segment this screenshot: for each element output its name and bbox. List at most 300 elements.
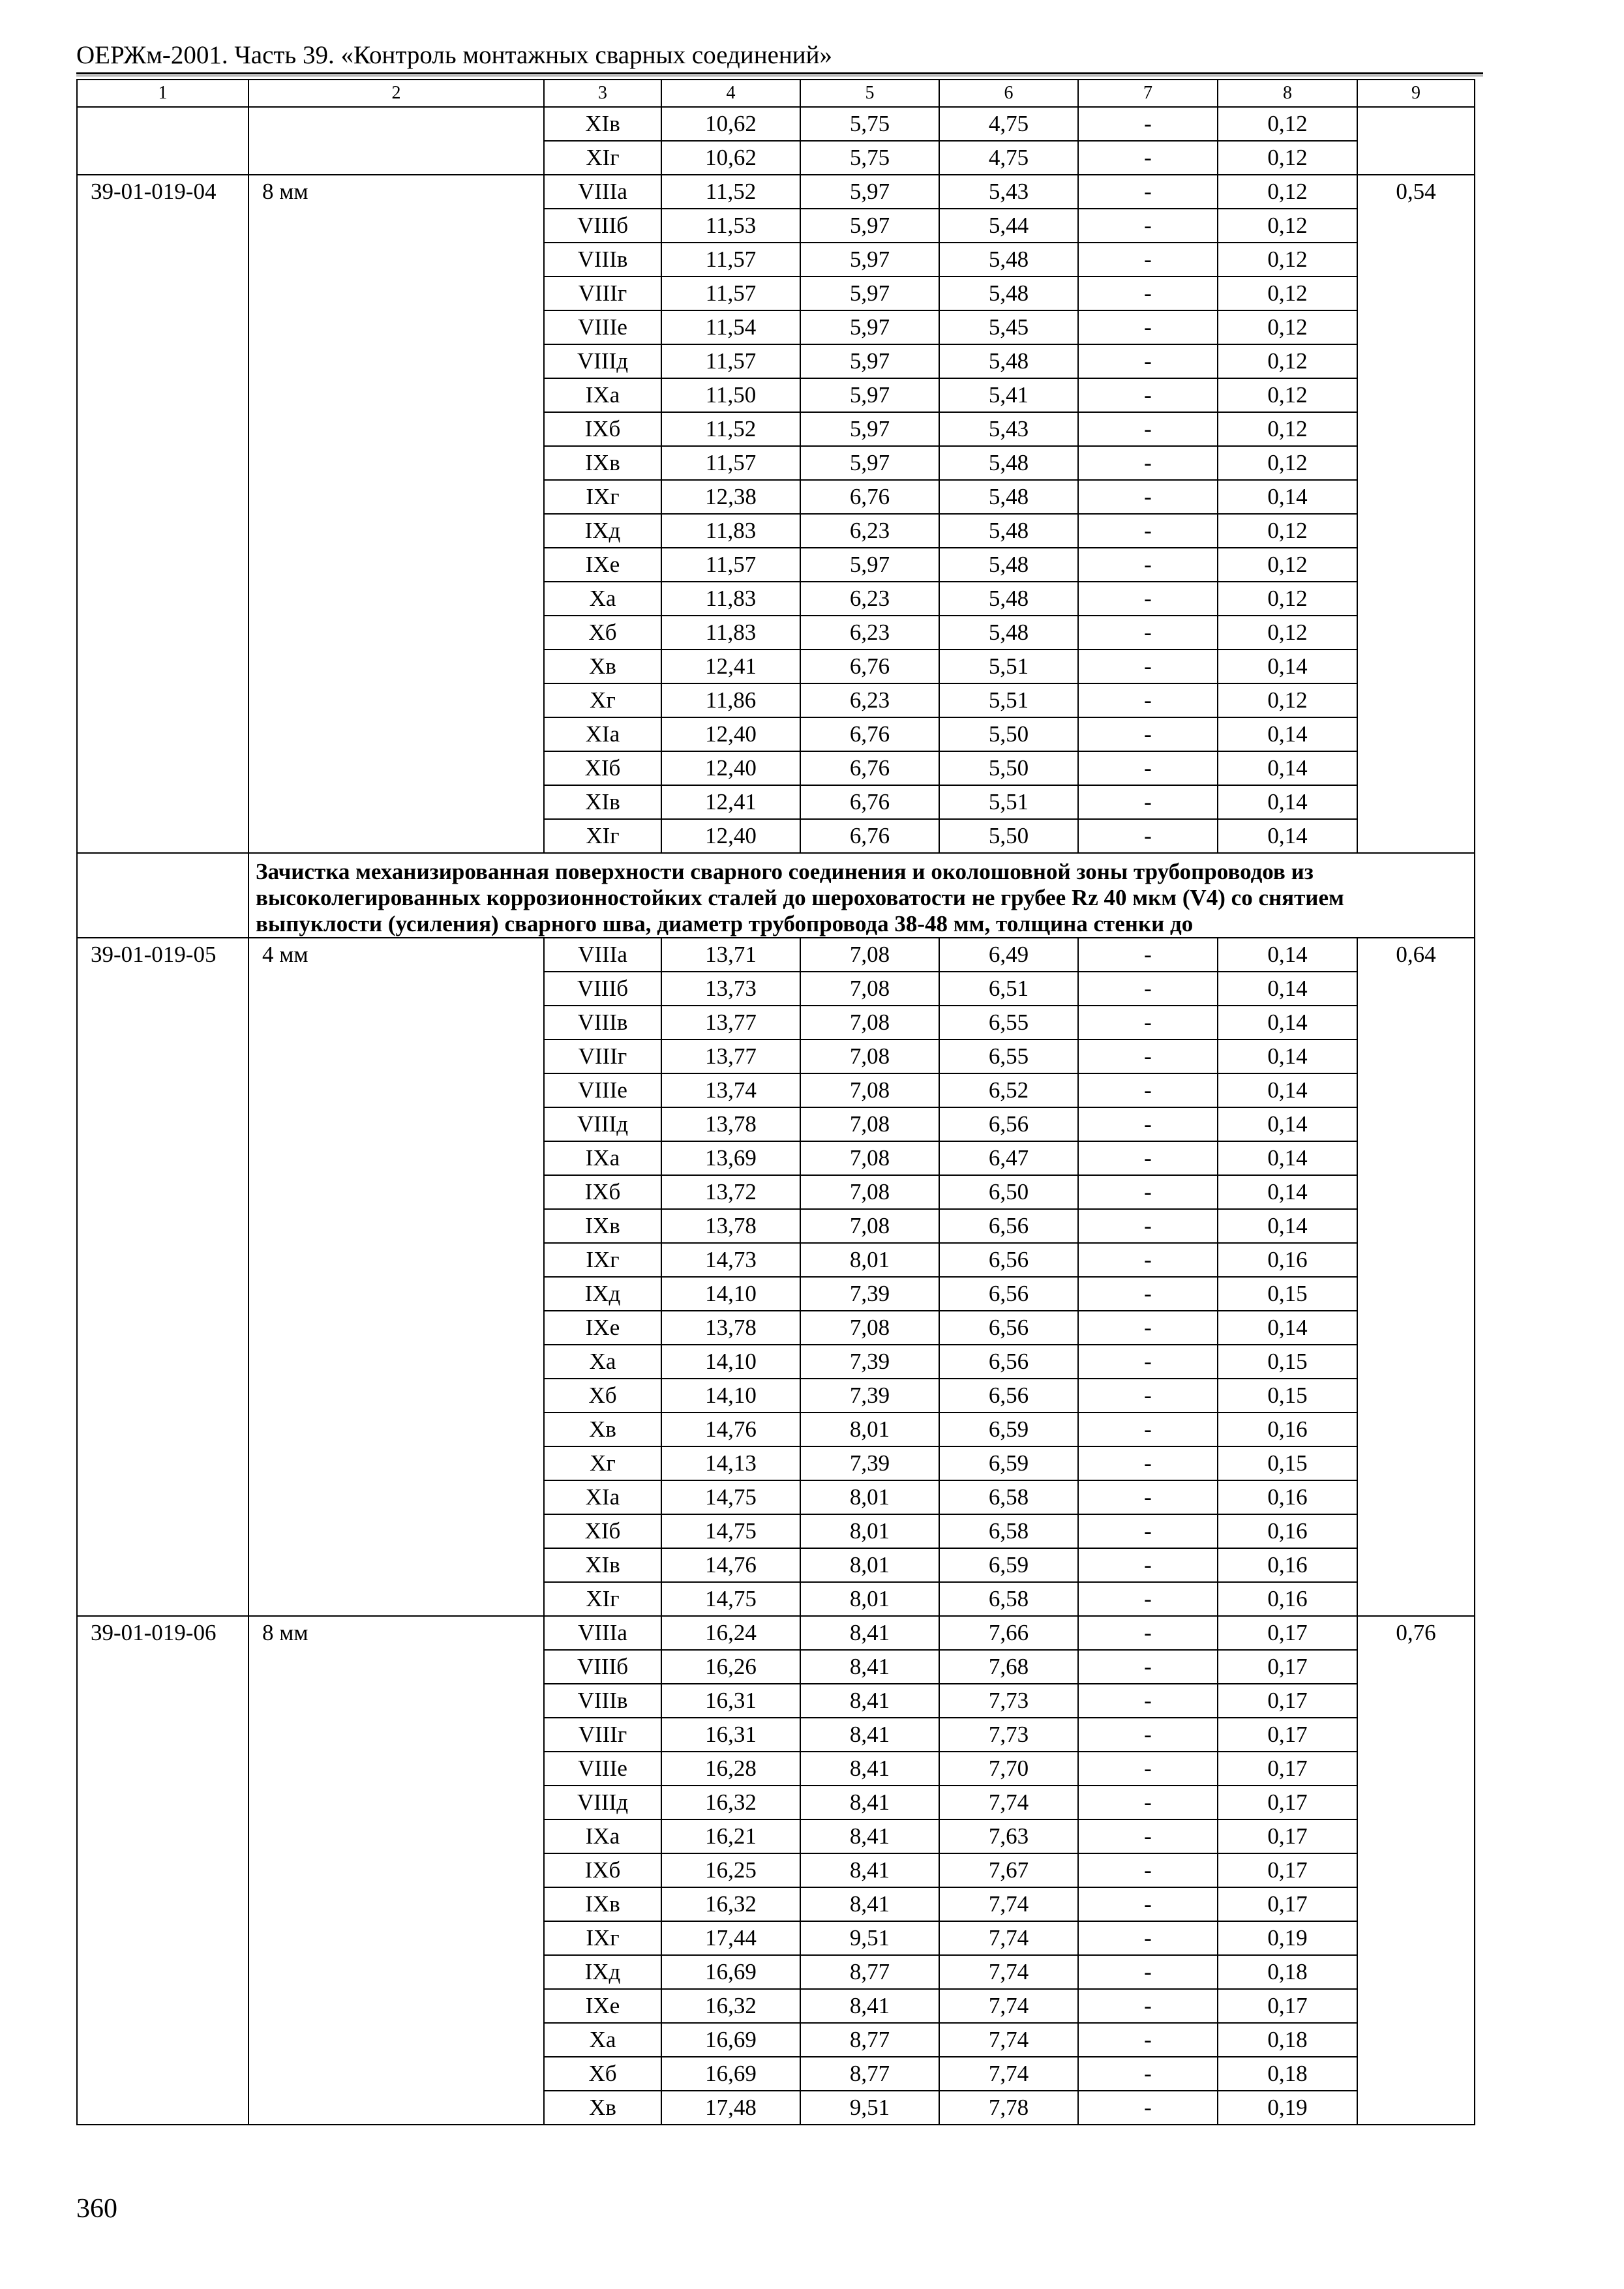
operators-wages-cell: -: [1078, 2023, 1218, 2057]
total-cost-cell: 16,32: [661, 1989, 800, 2023]
wages-cell: 6,23: [800, 582, 939, 616]
zone-cell: VIIIа: [544, 1616, 661, 1650]
machines-cell: 5,48: [939, 616, 1078, 650]
total-cost-cell: 14,73: [661, 1243, 800, 1277]
machines-cell: 6,56: [939, 1277, 1078, 1311]
machines-cell: 6,59: [939, 1446, 1078, 1480]
labor-cell: 0,12: [1218, 683, 1357, 717]
total-cost-cell: 14,75: [661, 1480, 800, 1514]
zone-cell: Xб: [544, 2057, 661, 2091]
zone-cell: VIIIа: [544, 175, 661, 209]
header-rule: [76, 72, 1483, 74]
zone-cell: XIб: [544, 751, 661, 785]
zone-cell: Xа: [544, 582, 661, 616]
labor-cell: 0,14: [1218, 972, 1357, 1006]
wages-cell: 5,97: [800, 548, 939, 582]
zone-cell: IXд: [544, 1277, 661, 1311]
wages-cell: 8,77: [800, 2057, 939, 2091]
machines-cell: 5,48: [939, 582, 1078, 616]
operators-wages-cell: -: [1078, 1277, 1218, 1311]
zone-cell: Xг: [544, 683, 661, 717]
total-cost-cell: 14,13: [661, 1446, 800, 1480]
operators-wages-cell: -: [1078, 1718, 1218, 1752]
operators-wages-cell: -: [1078, 1921, 1218, 1955]
total-cost-cell: 11,86: [661, 683, 800, 717]
column-number-cell: 5: [800, 80, 939, 107]
labor-cell: 0,12: [1218, 616, 1357, 650]
operators-wages-cell: -: [1078, 277, 1218, 310]
zone-cell: IXд: [544, 514, 661, 548]
rate-code: 39-01-019-06: [77, 1616, 248, 2125]
zone-cell: XIв: [544, 1548, 661, 1582]
labor-cell: 0,12: [1218, 175, 1357, 209]
zone-cell: Xв: [544, 2091, 661, 2125]
labor-cell: 0,12: [1218, 582, 1357, 616]
machines-cell: 5,48: [939, 344, 1078, 378]
wages-cell: 7,39: [800, 1277, 939, 1311]
operators-wages-cell: -: [1078, 1582, 1218, 1616]
wages-cell: 6,23: [800, 616, 939, 650]
machines-cell: 7,66: [939, 1616, 1078, 1650]
machines-cell: 7,74: [939, 2057, 1078, 2091]
machines-cell: 7,74: [939, 1989, 1078, 2023]
machines-cell: 5,48: [939, 514, 1078, 548]
machines-cell: 6,58: [939, 1582, 1078, 1616]
column-number-cell: 2: [248, 80, 544, 107]
operators-wages-cell: -: [1078, 819, 1218, 853]
machines-cell: 7,74: [939, 1955, 1078, 1989]
wages-cell: 5,97: [800, 446, 939, 480]
materials-cost-cell: 0,76: [1357, 1616, 1475, 2125]
zone-cell: Xв: [544, 1413, 661, 1446]
operators-wages-cell: -: [1078, 1040, 1218, 1073]
labor-cell: 0,17: [1218, 1718, 1357, 1752]
wages-cell: 8,41: [800, 1650, 939, 1684]
zone-cell: VIIIг: [544, 277, 661, 310]
operators-wages-cell: -: [1078, 141, 1218, 175]
materials-cost-cell: [1357, 107, 1475, 175]
zone-cell: IXб: [544, 412, 661, 446]
labor-cell: 0,14: [1218, 650, 1357, 683]
labor-cell: 0,14: [1218, 785, 1357, 819]
labor-cell: 0,18: [1218, 2023, 1357, 2057]
rate-code: 39-01-019-04: [77, 175, 248, 853]
zone-cell: VIIIд: [544, 344, 661, 378]
labor-cell: 0,19: [1218, 1921, 1357, 1955]
zone-cell: VIIIб: [544, 209, 661, 243]
wages-cell: 6,76: [800, 480, 939, 514]
operators-wages-cell: -: [1078, 1413, 1218, 1446]
wages-cell: 7,39: [800, 1345, 939, 1379]
total-cost-cell: 14,10: [661, 1277, 800, 1311]
zone-cell: Xб: [544, 1379, 661, 1413]
machines-cell: 6,50: [939, 1175, 1078, 1209]
machines-cell: 5,44: [939, 209, 1078, 243]
zone-cell: IXб: [544, 1175, 661, 1209]
rate-description: 8 мм: [248, 175, 544, 853]
machines-cell: 7,74: [939, 1887, 1078, 1921]
machines-cell: 5,48: [939, 243, 1078, 277]
machines-cell: 5,48: [939, 277, 1078, 310]
wages-cell: 7,08: [800, 1006, 939, 1040]
zone-cell: VIIIв: [544, 1684, 661, 1718]
wages-cell: 8,01: [800, 1548, 939, 1582]
machines-cell: 6,58: [939, 1514, 1078, 1548]
zone-cell: IXа: [544, 378, 661, 412]
zone-cell: IXг: [544, 1243, 661, 1277]
labor-cell: 0,17: [1218, 1853, 1357, 1887]
wages-cell: 5,97: [800, 277, 939, 310]
machines-cell: 4,75: [939, 141, 1078, 175]
labor-cell: 0,14: [1218, 1209, 1357, 1243]
total-cost-cell: 16,69: [661, 1955, 800, 1989]
machines-cell: 5,45: [939, 310, 1078, 344]
column-number-cell: 6: [939, 80, 1078, 107]
total-cost-cell: 11,57: [661, 243, 800, 277]
operators-wages-cell: -: [1078, 446, 1218, 480]
zone-cell: IXв: [544, 1887, 661, 1921]
wages-cell: 7,08: [800, 1209, 939, 1243]
wages-cell: 8,01: [800, 1413, 939, 1446]
zone-cell: IXа: [544, 1819, 661, 1853]
zone-cell: VIIIг: [544, 1718, 661, 1752]
machines-cell: 7,74: [939, 1786, 1078, 1819]
labor-cell: 0,15: [1218, 1379, 1357, 1413]
wages-cell: 6,76: [800, 819, 939, 853]
total-cost-cell: 16,32: [661, 1786, 800, 1819]
wages-cell: 7,08: [800, 972, 939, 1006]
machines-cell: 6,52: [939, 1073, 1078, 1107]
labor-cell: 0,12: [1218, 310, 1357, 344]
wages-cell: 8,01: [800, 1480, 939, 1514]
machines-cell: 5,51: [939, 683, 1078, 717]
labor-cell: 0,17: [1218, 1684, 1357, 1718]
table-row: [77, 175, 1475, 209]
wages-cell: 6,23: [800, 514, 939, 548]
page-number: 360: [76, 2194, 117, 2224]
zone-cell: Xа: [544, 2023, 661, 2057]
labor-cell: 0,17: [1218, 1989, 1357, 2023]
operators-wages-cell: -: [1078, 582, 1218, 616]
machines-cell: 6,56: [939, 1345, 1078, 1379]
zone-cell: IXб: [544, 1853, 661, 1887]
labor-cell: 0,17: [1218, 1786, 1357, 1819]
operators-wages-cell: -: [1078, 785, 1218, 819]
running-header: ОЕРЖм-2001. Часть 39. «Контроль монтажных сварных соединений»: [76, 41, 832, 69]
labor-cell: 0,12: [1218, 141, 1357, 175]
zone-cell: VIIIб: [544, 1650, 661, 1684]
column-number-cell: 7: [1078, 80, 1218, 107]
labor-cell: 0,12: [1218, 107, 1357, 141]
zone-cell: IXг: [544, 1921, 661, 1955]
table-row: [77, 938, 1475, 972]
machines-cell: 6,56: [939, 1243, 1078, 1277]
operators-wages-cell: -: [1078, 1243, 1218, 1277]
operators-wages-cell: -: [1078, 480, 1218, 514]
labor-cell: 0,12: [1218, 344, 1357, 378]
labor-cell: 0,14: [1218, 717, 1357, 751]
zone-cell: IXв: [544, 446, 661, 480]
zone-cell: VIIIд: [544, 1107, 661, 1141]
wages-cell: 7,08: [800, 1073, 939, 1107]
zone-cell: IXе: [544, 1989, 661, 2023]
machines-cell: 5,50: [939, 819, 1078, 853]
operators-wages-cell: -: [1078, 1853, 1218, 1887]
operators-wages-cell: -: [1078, 412, 1218, 446]
wages-cell: 8,01: [800, 1243, 939, 1277]
labor-cell: 0,16: [1218, 1413, 1357, 1446]
wages-cell: 7,39: [800, 1446, 939, 1480]
zone-cell: VIIIб: [544, 972, 661, 1006]
machines-cell: 6,56: [939, 1379, 1078, 1413]
labor-cell: 0,16: [1218, 1514, 1357, 1548]
operators-wages-cell: -: [1078, 1955, 1218, 1989]
total-cost-cell: 16,69: [661, 2023, 800, 2057]
operators-wages-cell: -: [1078, 2057, 1218, 2091]
labor-cell: 0,12: [1218, 412, 1357, 446]
wages-cell: 8,41: [800, 1989, 939, 2023]
machines-cell: 5,51: [939, 650, 1078, 683]
total-cost-cell: 12,41: [661, 785, 800, 819]
labor-cell: 0,14: [1218, 1006, 1357, 1040]
total-cost-cell: 12,38: [661, 480, 800, 514]
total-cost-cell: 16,69: [661, 2057, 800, 2091]
zone-cell: XIг: [544, 141, 661, 175]
operators-wages-cell: -: [1078, 107, 1218, 141]
total-cost-cell: 13,78: [661, 1311, 800, 1345]
rate-description: [248, 107, 544, 175]
column-number-row: [77, 80, 1475, 107]
operators-wages-cell: -: [1078, 1345, 1218, 1379]
machines-cell: 6,55: [939, 1040, 1078, 1073]
wages-cell: 6,76: [800, 785, 939, 819]
total-cost-cell: 16,32: [661, 1887, 800, 1921]
zone-cell: IXв: [544, 1209, 661, 1243]
operators-wages-cell: -: [1078, 1141, 1218, 1175]
total-cost-cell: 14,10: [661, 1345, 800, 1379]
total-cost-cell: 16,28: [661, 1752, 800, 1786]
machines-cell: 7,74: [939, 1921, 1078, 1955]
total-cost-cell: 17,44: [661, 1921, 800, 1955]
wages-cell: 7,08: [800, 938, 939, 972]
operators-wages-cell: -: [1078, 751, 1218, 785]
materials-cost-cell: 0,64: [1357, 938, 1475, 1616]
operators-wages-cell: -: [1078, 1989, 1218, 2023]
zone-cell: VIIIе: [544, 1752, 661, 1786]
operators-wages-cell: -: [1078, 1311, 1218, 1345]
total-cost-cell: 17,48: [661, 2091, 800, 2125]
wages-cell: 8,41: [800, 1684, 939, 1718]
total-cost-cell: 16,31: [661, 1718, 800, 1752]
wages-cell: 7,39: [800, 1379, 939, 1413]
total-cost-cell: 10,62: [661, 107, 800, 141]
operators-wages-cell: -: [1078, 650, 1218, 683]
zone-cell: Xг: [544, 1446, 661, 1480]
operators-wages-cell: -: [1078, 1480, 1218, 1514]
labor-cell: 0,17: [1218, 1752, 1357, 1786]
operators-wages-cell: -: [1078, 1684, 1218, 1718]
operators-wages-cell: -: [1078, 1175, 1218, 1209]
total-cost-cell: 11,53: [661, 209, 800, 243]
wages-cell: 8,41: [800, 1853, 939, 1887]
total-cost-cell: 16,31: [661, 1684, 800, 1718]
machines-cell: 7,70: [939, 1752, 1078, 1786]
labor-cell: 0,12: [1218, 378, 1357, 412]
zone-cell: XIг: [544, 1582, 661, 1616]
machines-cell: 6,56: [939, 1209, 1078, 1243]
labor-cell: 0,12: [1218, 209, 1357, 243]
column-number-cell: 9: [1357, 80, 1475, 107]
operators-wages-cell: -: [1078, 938, 1218, 972]
zone-cell: VIIIв: [544, 243, 661, 277]
column-number-cell: 4: [661, 80, 800, 107]
operators-wages-cell: -: [1078, 1548, 1218, 1582]
labor-cell: 0,17: [1218, 1616, 1357, 1650]
labor-cell: 0,12: [1218, 548, 1357, 582]
labor-cell: 0,14: [1218, 1141, 1357, 1175]
machines-cell: 6,47: [939, 1141, 1078, 1175]
wages-cell: 8,77: [800, 2023, 939, 2057]
wages-cell: 8,41: [800, 1718, 939, 1752]
operators-wages-cell: -: [1078, 616, 1218, 650]
machines-cell: 6,56: [939, 1107, 1078, 1141]
total-cost-cell: 11,50: [661, 378, 800, 412]
labor-cell: 0,18: [1218, 1955, 1357, 1989]
wages-cell: 7,08: [800, 1040, 939, 1073]
operators-wages-cell: -: [1078, 514, 1218, 548]
operators-wages-cell: -: [1078, 209, 1218, 243]
machines-cell: 5,48: [939, 480, 1078, 514]
total-cost-cell: 13,71: [661, 938, 800, 972]
labor-cell: 0,14: [1218, 1040, 1357, 1073]
machines-cell: 7,68: [939, 1650, 1078, 1684]
operators-wages-cell: -: [1078, 175, 1218, 209]
operators-wages-cell: -: [1078, 1819, 1218, 1853]
wages-cell: 5,75: [800, 141, 939, 175]
wages-cell: 6,76: [800, 717, 939, 751]
wages-cell: 7,08: [800, 1311, 939, 1345]
labor-cell: 0,18: [1218, 2057, 1357, 2091]
wages-cell: 9,51: [800, 1921, 939, 1955]
operators-wages-cell: -: [1078, 1073, 1218, 1107]
operators-wages-cell: -: [1078, 1209, 1218, 1243]
wages-cell: 5,97: [800, 175, 939, 209]
wages-cell: 5,97: [800, 412, 939, 446]
labor-cell: 0,14: [1218, 1107, 1357, 1141]
wages-cell: 6,23: [800, 683, 939, 717]
machines-cell: 7,73: [939, 1684, 1078, 1718]
column-number-cell: 3: [544, 80, 661, 107]
operators-wages-cell: -: [1078, 1887, 1218, 1921]
total-cost-cell: 13,73: [661, 972, 800, 1006]
column-number-cell: 1: [77, 80, 248, 107]
rate-code: 39-01-019-05: [77, 938, 248, 1616]
operators-wages-cell: -: [1078, 1446, 1218, 1480]
labor-cell: 0,15: [1218, 1446, 1357, 1480]
operators-wages-cell: -: [1078, 1514, 1218, 1548]
operators-wages-cell: -: [1078, 548, 1218, 582]
operators-wages-cell: -: [1078, 243, 1218, 277]
machines-cell: 5,43: [939, 175, 1078, 209]
labor-cell: 0,15: [1218, 1345, 1357, 1379]
operators-wages-cell: -: [1078, 1616, 1218, 1650]
rate-description: 8 мм: [248, 1616, 544, 2125]
zone-cell: XIв: [544, 785, 661, 819]
labor-cell: 0,16: [1218, 1480, 1357, 1514]
operators-wages-cell: -: [1078, 1650, 1218, 1684]
rates-table-container: [76, 79, 1475, 2125]
machines-cell: 5,41: [939, 378, 1078, 412]
wages-cell: 8,41: [800, 1752, 939, 1786]
total-cost-cell: 11,57: [661, 446, 800, 480]
operators-wages-cell: -: [1078, 1107, 1218, 1141]
zone-cell: IXе: [544, 1311, 661, 1345]
wages-cell: 7,08: [800, 1107, 939, 1141]
total-cost-cell: 16,26: [661, 1650, 800, 1684]
machines-cell: 5,48: [939, 548, 1078, 582]
zone-cell: XIг: [544, 819, 661, 853]
zone-cell: Xа: [544, 1345, 661, 1379]
total-cost-cell: 14,76: [661, 1413, 800, 1446]
wages-cell: 7,08: [800, 1175, 939, 1209]
wages-cell: 5,97: [800, 243, 939, 277]
machines-cell: 7,73: [939, 1718, 1078, 1752]
wages-cell: 5,75: [800, 107, 939, 141]
table-body: [77, 80, 1475, 2125]
machines-cell: 5,43: [939, 412, 1078, 446]
zone-cell: IXд: [544, 1955, 661, 1989]
materials-cost-cell: 0,54: [1357, 175, 1475, 853]
zone-cell: IXг: [544, 480, 661, 514]
operators-wages-cell: -: [1078, 717, 1218, 751]
total-cost-cell: 14,75: [661, 1582, 800, 1616]
total-cost-cell: 13,78: [661, 1209, 800, 1243]
labor-cell: 0,14: [1218, 480, 1357, 514]
total-cost-cell: 11,54: [661, 310, 800, 344]
operators-wages-cell: -: [1078, 1752, 1218, 1786]
labor-cell: 0,14: [1218, 751, 1357, 785]
machines-cell: 7,74: [939, 2023, 1078, 2057]
section-empty-cell: [77, 853, 248, 938]
zone-cell: XIв: [544, 107, 661, 141]
operators-wages-cell: -: [1078, 1786, 1218, 1819]
zone-cell: IXа: [544, 1141, 661, 1175]
operators-wages-cell: -: [1078, 683, 1218, 717]
labor-cell: 0,17: [1218, 1887, 1357, 1921]
operators-wages-cell: -: [1078, 2091, 1218, 2125]
labor-cell: 0,12: [1218, 243, 1357, 277]
labor-cell: 0,12: [1218, 446, 1357, 480]
zone-cell: VIIIг: [544, 1040, 661, 1073]
wages-cell: 7,08: [800, 1141, 939, 1175]
total-cost-cell: 11,83: [661, 514, 800, 548]
machines-cell: 5,51: [939, 785, 1078, 819]
machines-cell: 6,49: [939, 938, 1078, 972]
zone-cell: VIIIв: [544, 1006, 661, 1040]
zone-cell: VIIIе: [544, 310, 661, 344]
total-cost-cell: 12,41: [661, 650, 800, 683]
total-cost-cell: 13,69: [661, 1141, 800, 1175]
wages-cell: 8,41: [800, 1786, 939, 1819]
labor-cell: 0,16: [1218, 1548, 1357, 1582]
wages-cell: 9,51: [800, 2091, 939, 2125]
labor-cell: 0,12: [1218, 277, 1357, 310]
machines-cell: 5,48: [939, 446, 1078, 480]
operators-wages-cell: -: [1078, 378, 1218, 412]
labor-cell: 0,15: [1218, 1277, 1357, 1311]
labor-cell: 0,14: [1218, 819, 1357, 853]
rate-description: 4 мм: [248, 938, 544, 1616]
